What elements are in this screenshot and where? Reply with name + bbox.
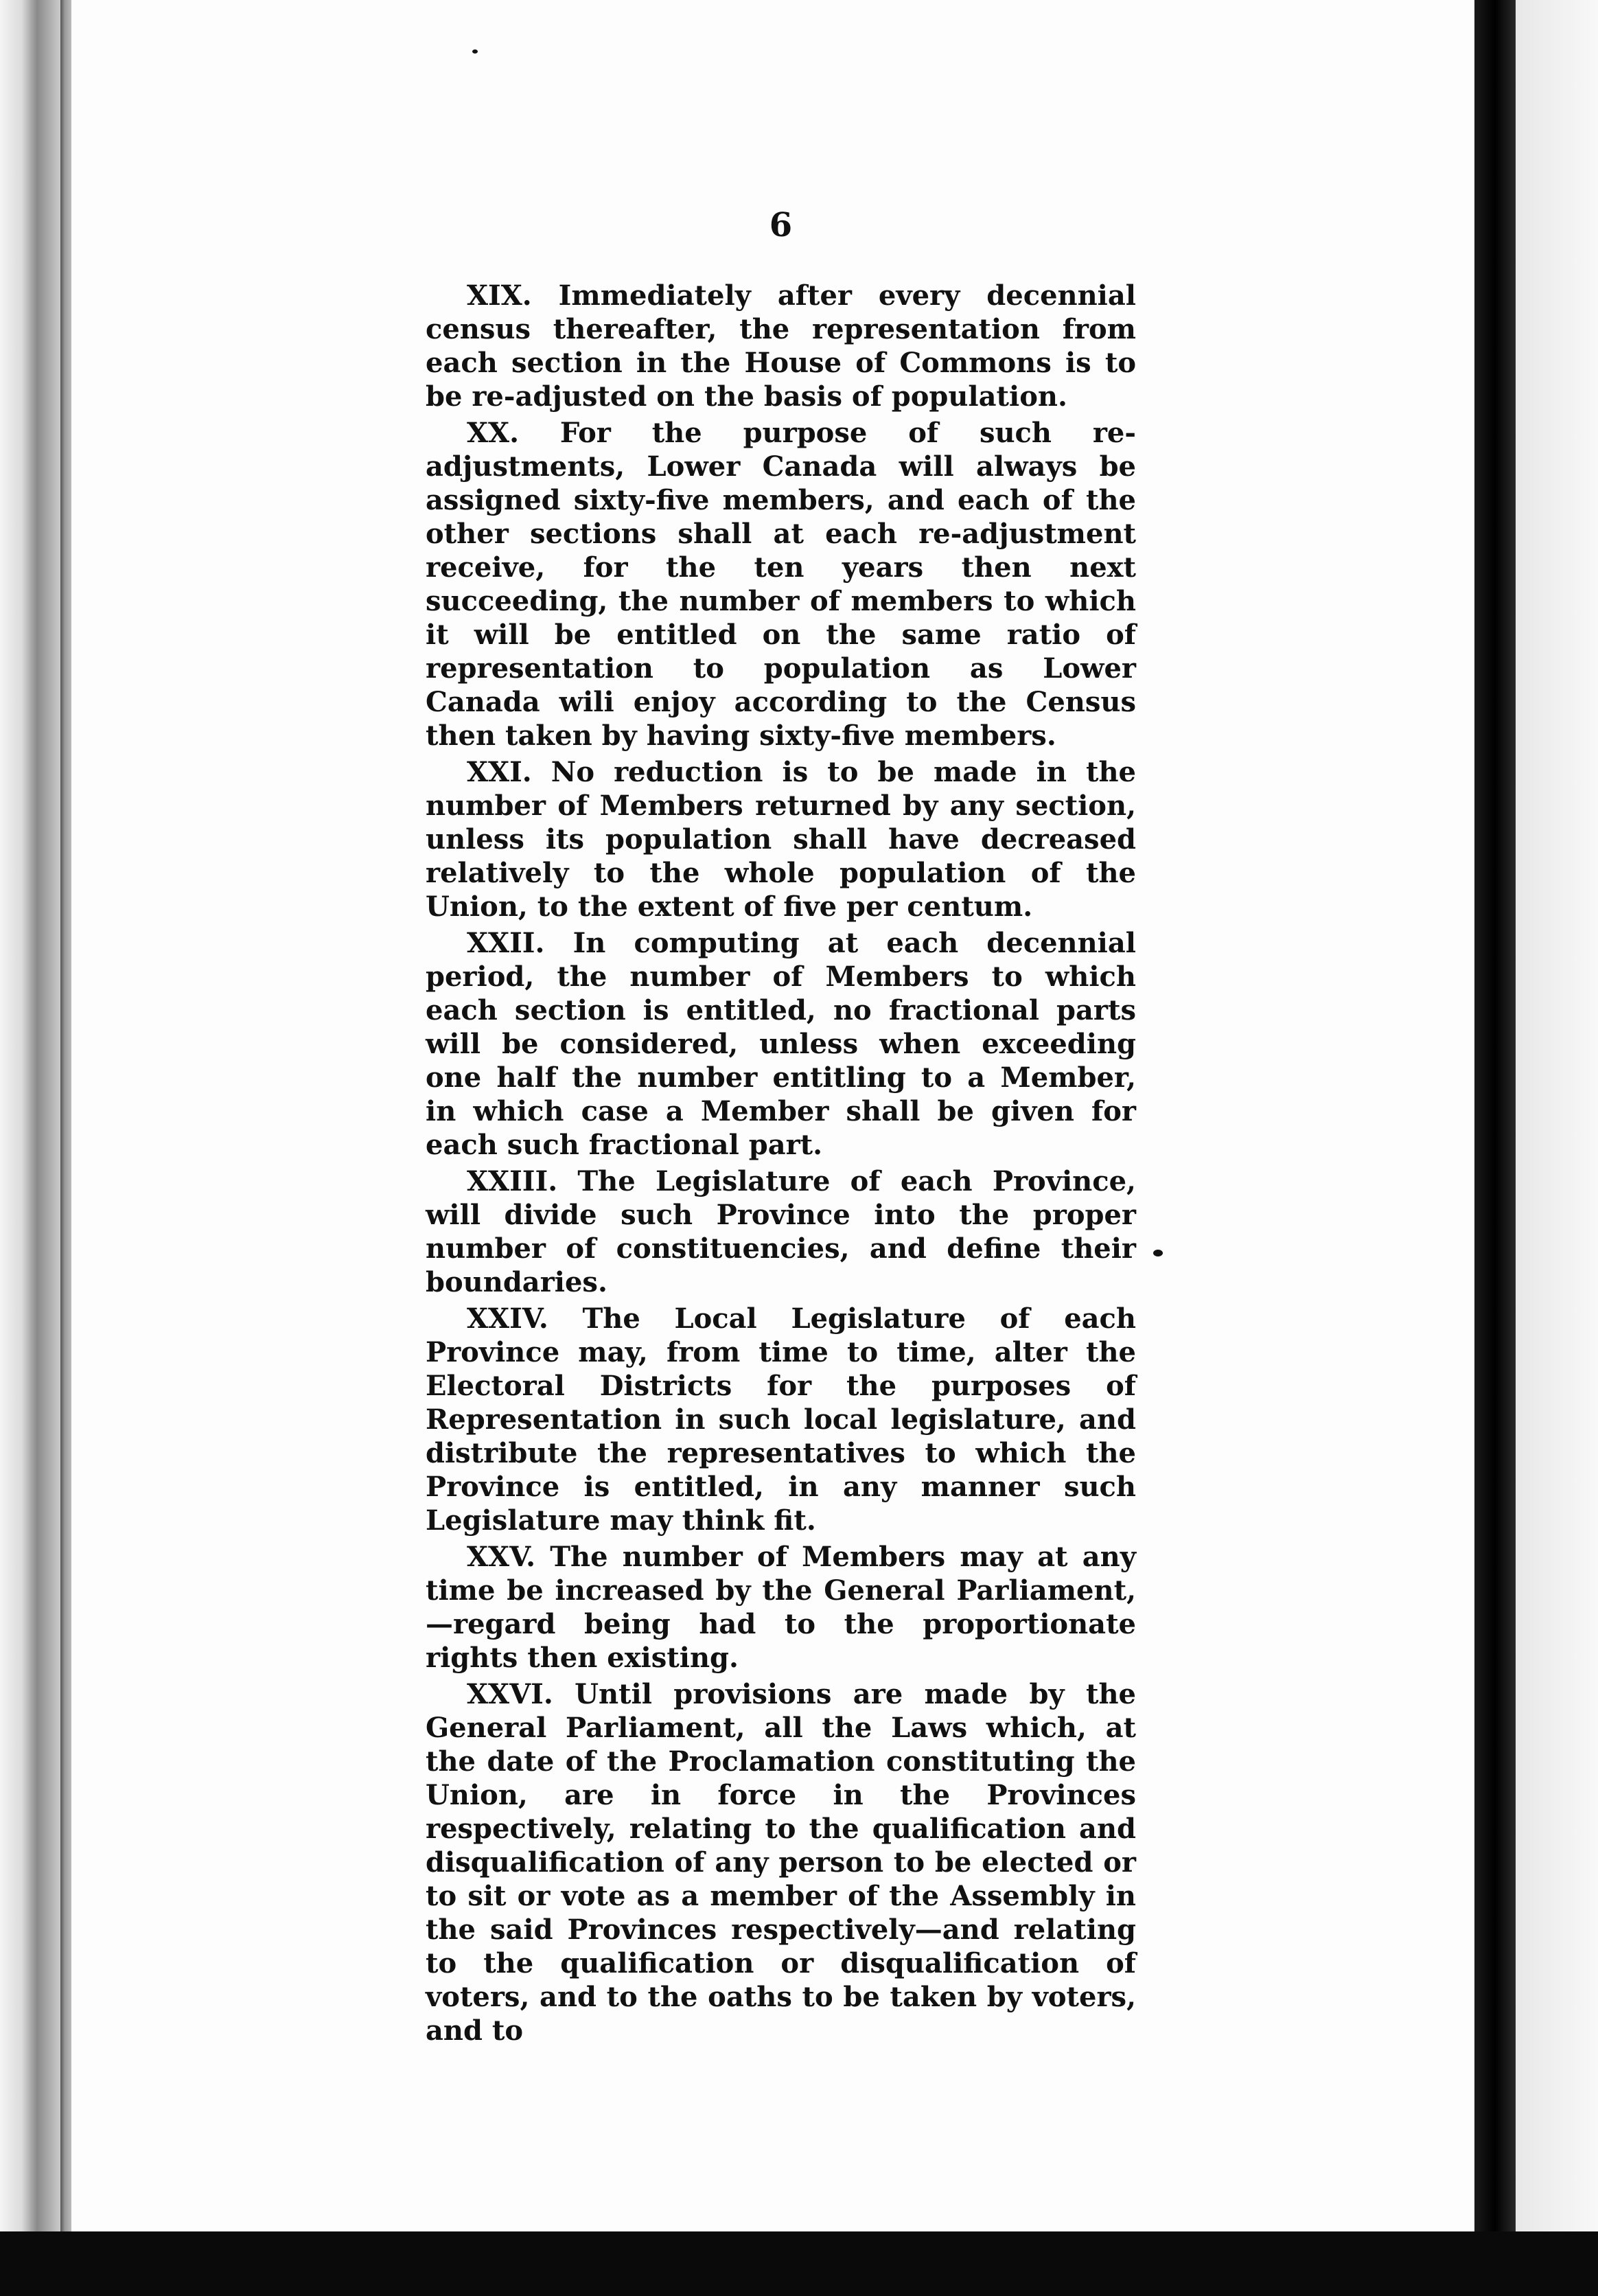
facing-page-edge [1516, 0, 1598, 2231]
section-numeral: XXV. [467, 1541, 536, 1573]
section-text: Until provisions are made by the General Parliament, all the Laws which, at the date of the Proclamation constituting the Union, are in force in the Provinces respectively, relating to the qualification and disqualification of any person to be elected or to sit or vote as a member of the Assembly in the said Provinces respectively—and relating to the qualification or disqualification of voters, and to the oaths to be taken by voters, and to [426, 1678, 1136, 2047]
scan-bottom-border [0, 2231, 1598, 2296]
section-numeral: XXII. [467, 927, 545, 959]
scan-binding-shadow [60, 0, 71, 2296]
section-xix [426, 279, 1136, 413]
section-numeral: XIX. [467, 279, 532, 312]
section-text: The Legislature of each Province, will divide such Province into the proper number of constituencies, and define their boundaries. [426, 1165, 1136, 1298]
section-xxvi [426, 1677, 1136, 2047]
section-numeral: XXVI. [467, 1678, 553, 1710]
scan-speck [1153, 1250, 1163, 1256]
section-text: The Local Legislature of each Province may, from time to time, alter the Electoral Districts for the purposes of Representation in such local legislature, and distribute the representatives to which the Province is entitled, in any manner such Legislature may think fit. [426, 1302, 1136, 1537]
page-gutter [1474, 0, 1516, 2296]
section-xxiii [426, 1164, 1136, 1299]
section-text: The number of Members may at any time be increased by the General Parliament,—regard being had to the proportionate rights then existing. [426, 1541, 1136, 1674]
section-xxv [426, 1540, 1136, 1675]
page-number: 6 [769, 206, 793, 244]
section-text: For the purpose of such re-adjustments, Lower Canada will always be assigned sixty-five members, and each of the other sections shall at each re-adjustment receive, for the ten years then next succeeding, the number of members to which it will be entitled on the same ratio of representation to population as Lower Canada wili enjoy according to the Census then taken by having sixty-five members. [426, 417, 1136, 752]
section-text: Immediately after every decennial census thereafter, the representation from each section in the House of Commons is to be re-adjusted on the basis of population. [426, 279, 1136, 413]
document-body [426, 206, 1136, 2050]
section-text: No reduction is to be made in the number of Members returned by any section, unless its population shall have decreased relatively to the whole population of the Union, to the extent of five per centum. [426, 756, 1136, 923]
section-xxiv [426, 1302, 1136, 1537]
section-text: In computing at each decennial period, the number of Members to which each section is entitled, no fractional parts will be considered, unless when exceeding one half the number entitling to a Member, in which case a Member shall be given for each such fractional part. [426, 927, 1136, 1161]
scan-left-edge [0, 0, 62, 2296]
section-numeral: XXIV. [467, 1302, 548, 1335]
section-numeral: XX. [467, 417, 519, 449]
section-xxi [426, 755, 1136, 923]
section-numeral: XXI. [467, 756, 532, 788]
section-xx [426, 416, 1136, 753]
section-numeral: XXIII. [467, 1165, 558, 1197]
section-xxii [426, 926, 1136, 1162]
scan-speck [472, 49, 478, 54]
